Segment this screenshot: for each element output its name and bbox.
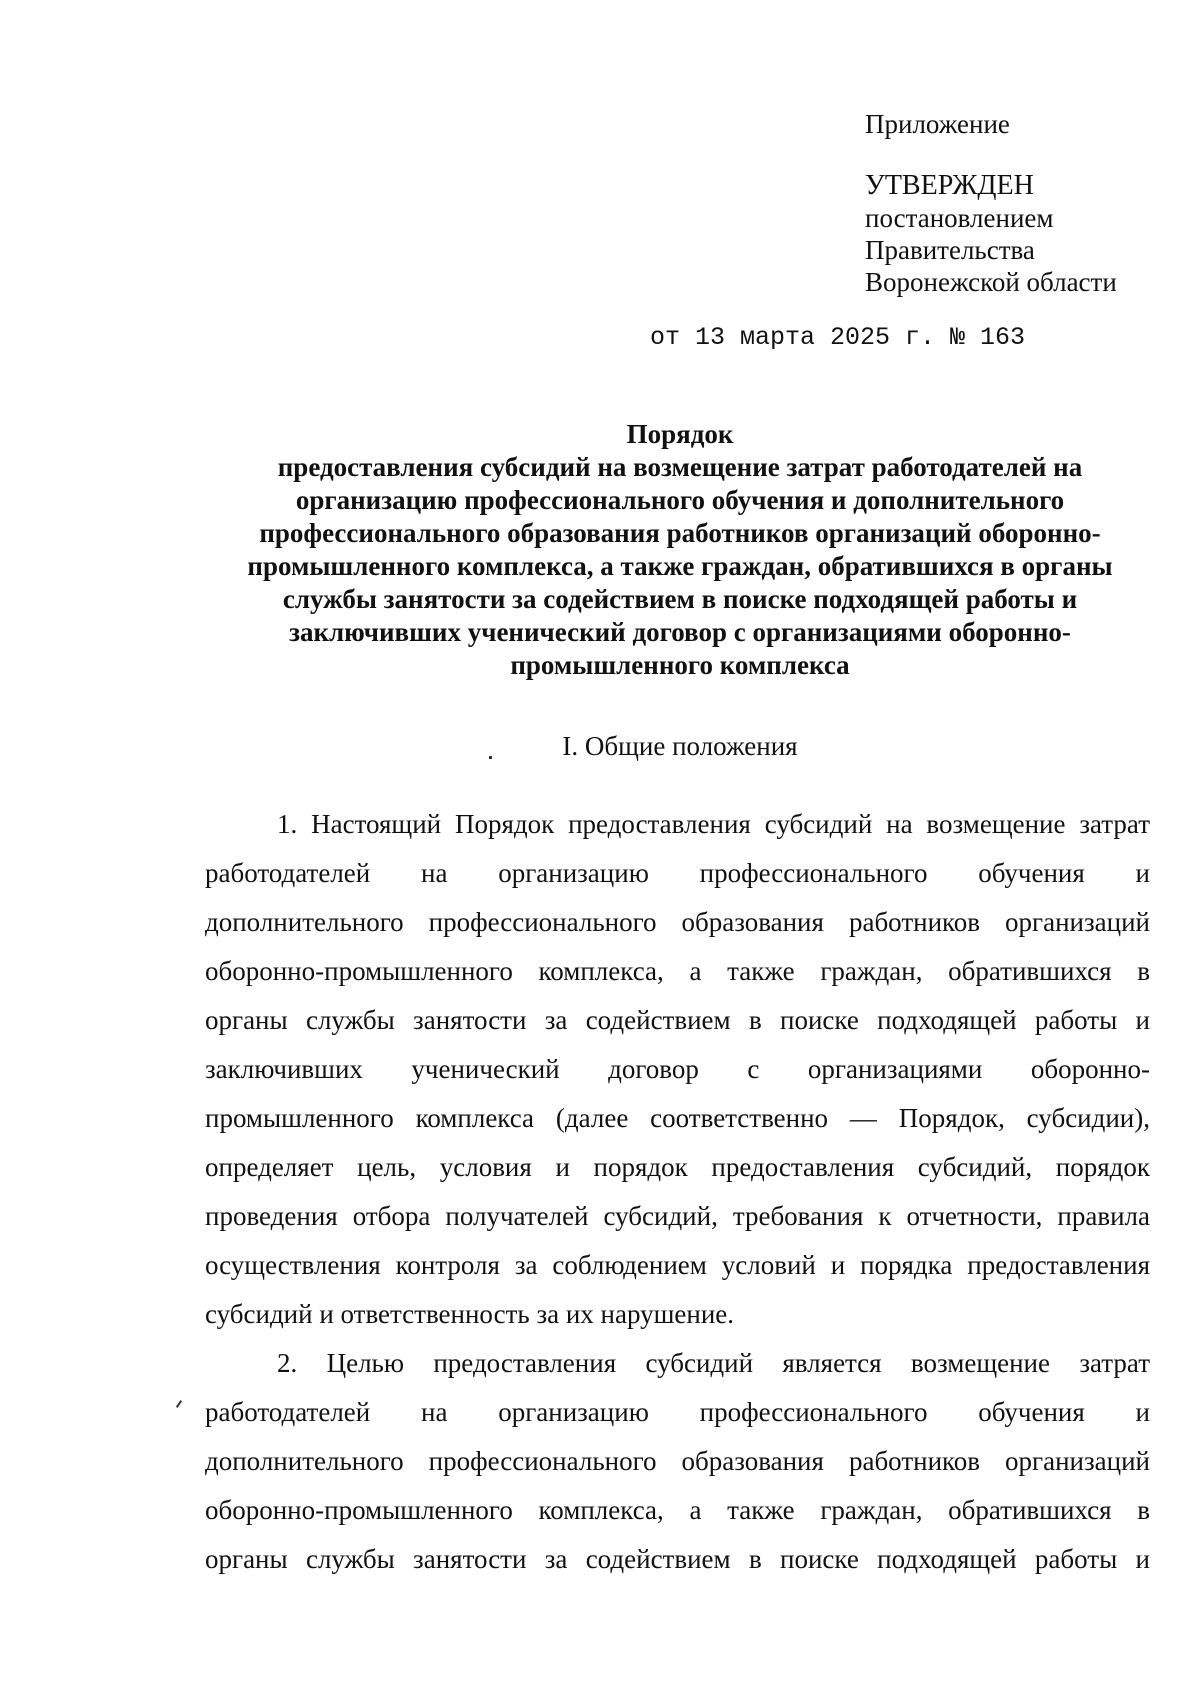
paragraph-line: дополнительного профессионального образования работников организаций — [205, 1446, 1150, 1476]
approval-stamp-block — [865, 108, 1185, 298]
title-line: промышленного комплекса — [510, 650, 850, 680]
scan-mark — [176, 1400, 182, 1408]
paragraph-line: дополнительного профессионального образования работников организаций — [205, 907, 1150, 937]
paragraph-line: осуществления контроля за соблюдением условий и порядка предоставления — [205, 1250, 1150, 1280]
title-line: Порядок — [626, 419, 734, 449]
paragraph-line: работодателей на организацию профессионального обучения и — [205, 1397, 1150, 1427]
section-heading: I. Общие положения — [562, 731, 798, 761]
body-text — [205, 800, 1150, 1584]
approved-label: УТВЕРЖДЕН — [865, 170, 1034, 201]
paragraph-line: работодателей на организацию профессионального обучения и — [205, 858, 1150, 888]
paragraph-line: заключивших ученический договор с организациями оборонно- — [205, 1054, 1150, 1084]
paragraph-line: проведения отбора получателей субсидий, требования к отчетности, правила — [205, 1201, 1150, 1231]
paragraph-line: оборонно-промышленного комплекса, а также граждан, обратившихся в — [205, 1495, 1150, 1525]
paragraph-line: 2. Целью предоставления субсидий является возмещение затрат — [277, 1348, 1150, 1378]
approval-line: постановлением — [865, 203, 1054, 233]
paragraph-line: органы службы занятости за содействием в поиске подходящей работы и — [205, 1005, 1150, 1035]
title-line: промышленного комплекса, а также граждан, обратившихся в органы — [247, 551, 1113, 581]
title-line: службы занятости за содействием в поиске подходящей работы и — [282, 584, 1078, 614]
paragraph-line: 1. Настоящий Порядок предоставления субсидий на возмещение затрат — [277, 809, 1150, 839]
annex-label: Приложение — [865, 109, 1010, 139]
paragraph-line: промышленного комплекса (далее соответственно — Порядок, субсидии), — [205, 1103, 1150, 1133]
scan-mark — [489, 756, 492, 759]
document-title — [180, 418, 1180, 682]
paragraph-2 — [205, 1339, 1150, 1584]
paragraph-line: определяет цель, условия и порядок предоставления субсидий, порядок — [205, 1152, 1150, 1182]
title-line: организацию профессионального обучения и дополнительного — [295, 485, 1065, 515]
approval-line: Правительства — [865, 235, 1035, 265]
title-line: профессионального образования работников организаций оборонно- — [259, 518, 1101, 548]
paragraph-1 — [205, 800, 1150, 1339]
paragraph-line: органы службы занятости за содействием в поиске подходящей работы и — [205, 1544, 1150, 1574]
approval-line: Воронежской области — [865, 267, 1117, 297]
paragraph-line: субсидий и ответственность за их нарушение. — [205, 1299, 735, 1329]
title-line: заключивших ученический договор с организациями оборонно- — [289, 617, 1071, 647]
paragraph-line: оборонно-промышленного комплекса, а также граждан, обратившихся в — [205, 956, 1150, 986]
title-line: предоставления субсидий на возмещение затрат работодателей на — [277, 452, 1083, 482]
resolution-date-number: от 13 марта 2025 г. № 163 — [650, 323, 1026, 352]
